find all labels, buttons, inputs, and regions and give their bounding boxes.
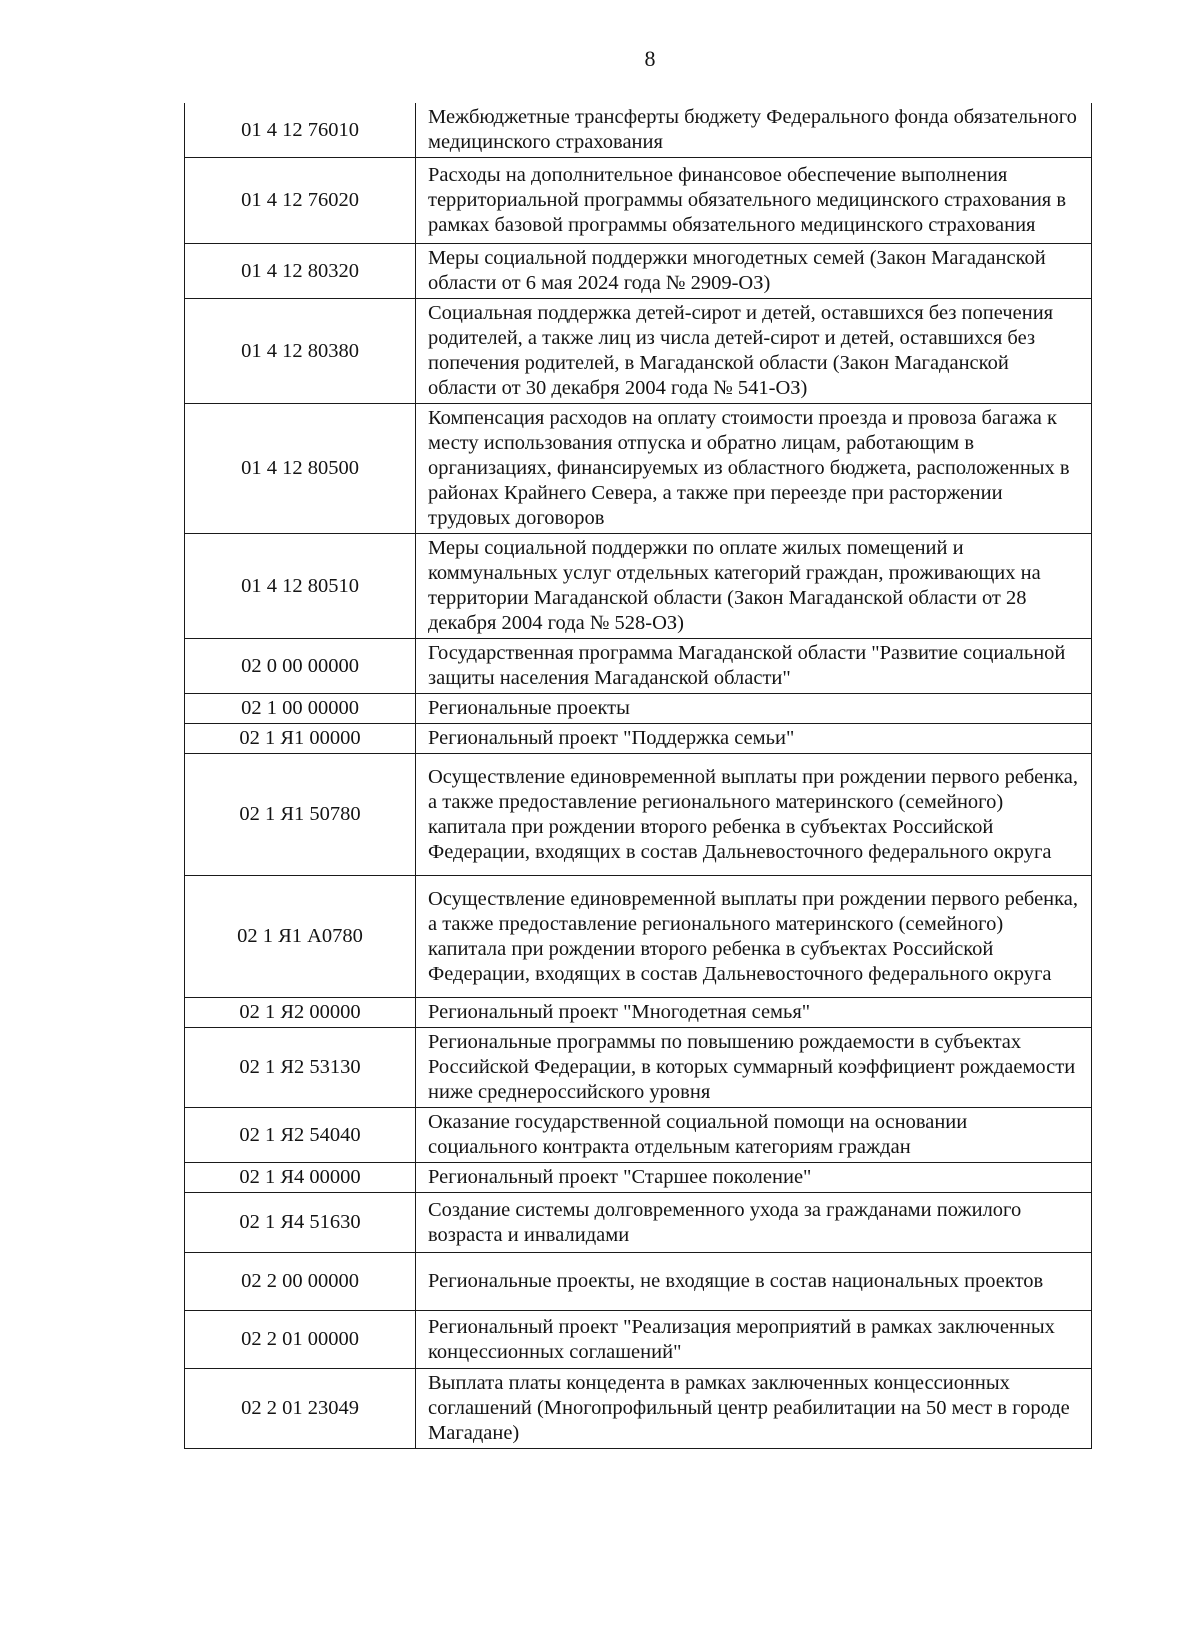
target-article-name: Меры социальной поддержки по оплате жилых помещений и коммунальных услуг отдельных категорий граждан, проживающих на территории Магаданской области (Закон Магаданской области от 28 декабря 2004 года № 528-ОЗ) [416,534,1092,639]
target-article-name: Расходы на дополнительное финансовое обеспечение выполнения территориальной программы обязательного медицинского страхования в рамках базовой программы обязательного медицинского страхования [416,158,1092,244]
target-article-name: Региональный проект "Реализация мероприятий в рамках заключенных концессионных соглашений" [416,1311,1092,1369]
target-article-name: Межбюджетные трансферты бюджету Федерального фонда обязательного медицинского страхования [416,103,1092,158]
target-article-name: Меры социальной поддержки многодетных семей (Закон Магаданской области от 6 мая 2024 года № 2909-ОЗ) [416,244,1092,299]
target-article-code: 02 1 Я4 51630 [185,1193,416,1253]
target-article-code: 02 1 00 00000 [185,694,416,724]
table-row [185,103,1092,158]
target-article-name: Региональный проект "Поддержка семьи" [416,724,1092,754]
target-article-name: Оказание государственной социальной помощи на основании социального контракта отдельным категориям граждан [416,1108,1092,1163]
table-row [185,1028,1092,1108]
page-number: 8 [644,46,656,71]
target-article-name: Осуществление единовременной выплаты при рождении первого ребенка, а также предоставление регионального материнского (семейного) капитала при рождении второго ребенка в субъектах Российской Федерации, входящих в состав Дальневосточного федерального округа [416,876,1092,998]
table-row [185,1253,1092,1311]
target-article-code: 02 1 Я4 00000 [185,1163,416,1193]
table-row [185,1369,1092,1449]
table-row [185,724,1092,754]
table-row [185,1108,1092,1163]
table-row [185,158,1092,244]
target-article-code: 02 2 00 00000 [185,1253,416,1311]
target-article-name: Региональные проекты, не входящие в состав национальных проектов [416,1253,1092,1311]
target-article-code: 02 2 01 00000 [185,1311,416,1369]
budget-classification-table [184,103,1092,1449]
table-row [185,876,1092,998]
target-article-name: Региональные программы по повышению рождаемости в субъектах Российской Федерации, в которых суммарный коэффициент рождаемости ниже среднероссийского уровня [416,1028,1092,1108]
target-article-code: 01 4 12 76020 [185,158,416,244]
target-article-code: 01 4 12 80380 [185,299,416,404]
table-row [185,404,1092,534]
target-article-name: Региональный проект "Многодетная семья" [416,998,1092,1028]
table-row [185,1163,1092,1193]
table-row [185,639,1092,694]
target-article-name: Выплата платы концедента в рамках заключенных концессионных соглашений (Многопрофильный центр реабилитации на 50 мест в городе Магадане) [416,1369,1092,1449]
table-row [185,244,1092,299]
target-article-code: 01 4 12 80510 [185,534,416,639]
target-article-code: 01 4 12 80500 [185,404,416,534]
table-row [185,1193,1092,1253]
table-body [185,103,1092,1449]
target-article-code: 02 2 01 23049 [185,1369,416,1449]
target-article-name: Региональный проект "Старшее поколение" [416,1163,1092,1193]
target-article-code: 02 1 Я1 50780 [185,754,416,876]
target-article-name: Осуществление единовременной выплаты при рождении первого ребенка, а также предоставление регионального материнского (семейного) капитала при рождении второго ребенка в субъектах Российской Федерации, входящих в состав Дальневосточного федерального округа [416,754,1092,876]
target-article-code: 02 1 Я2 53130 [185,1028,416,1108]
target-article-code: 02 0 00 00000 [185,639,416,694]
target-article-name: Региональные проекты [416,694,1092,724]
target-article-name: Создание системы долговременного ухода за гражданами пожилого возраста и инвалидами [416,1193,1092,1253]
target-article-code: 02 1 Я2 00000 [185,998,416,1028]
table-row [185,998,1092,1028]
target-article-name: Компенсация расходов на оплату стоимости проезда и провоза багажа к месту использования отпуска и обратно лицам, работающим в организациях, финансируемых из областного бюджета, расположенных в районах Крайнего Севера, а также при переезде при расторжении трудовых договоров [416,404,1092,534]
table-row [185,1311,1092,1369]
table-row [185,754,1092,876]
target-article-code: 01 4 12 76010 [185,103,416,158]
target-article-code: 01 4 12 80320 [185,244,416,299]
table-row [185,694,1092,724]
table-row [185,534,1092,639]
target-article-code: 02 1 Я1 00000 [185,724,416,754]
target-article-name: Государственная программа Магаданской области "Развитие социальной защиты населения Магаданской области" [416,639,1092,694]
target-article-name: Социальная поддержка детей-сирот и детей, оставшихся без попечения родителей, а также лиц из числа детей-сирот и детей, оставшихся без попечения родителей, в Магаданской области (Закон Магаданской области от 30 декабря 2004 года № 541-ОЗ) [416,299,1092,404]
target-article-code: 02 1 Я1 А0780 [185,876,416,998]
table-row [185,299,1092,404]
target-article-code: 02 1 Я2 54040 [185,1108,416,1163]
